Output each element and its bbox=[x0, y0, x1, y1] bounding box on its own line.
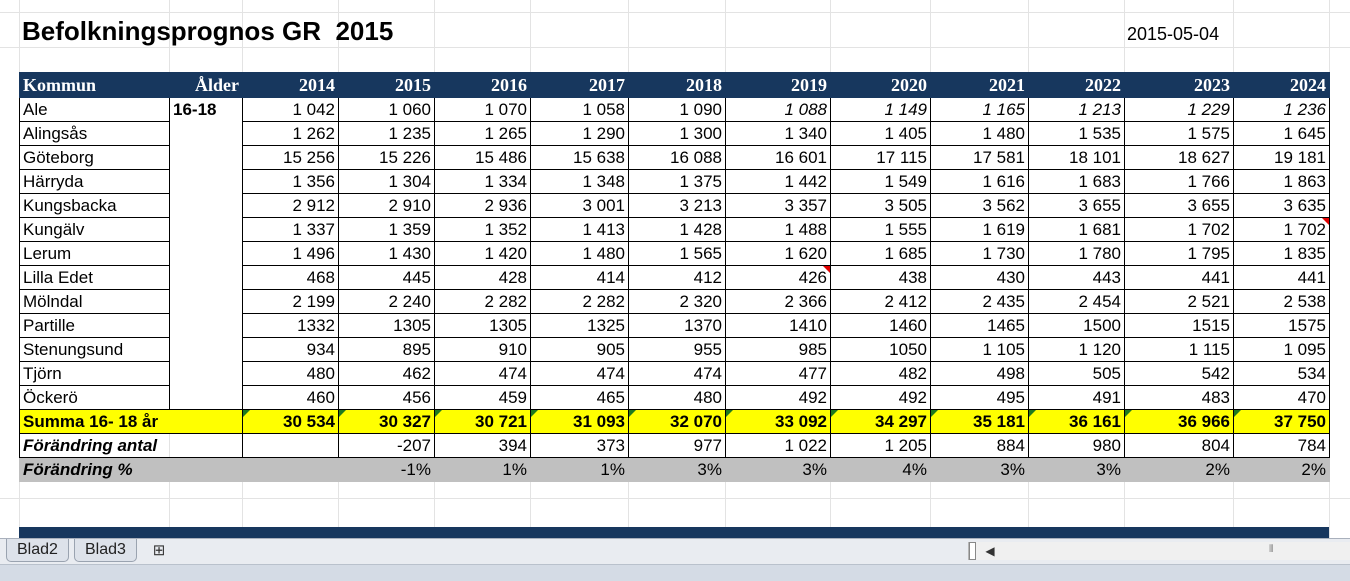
change-count-row bbox=[20, 434, 1330, 458]
value-cell[interactable]: 2 199 bbox=[243, 290, 339, 314]
change-pct-value[interactable]: -1% bbox=[339, 458, 435, 482]
value-cell[interactable]: 1 863 bbox=[1234, 170, 1330, 194]
value-cell[interactable]: 1575 bbox=[1234, 314, 1330, 338]
change-pct-value[interactable]: 3% bbox=[726, 458, 831, 482]
value-cell[interactable]: 1 235 bbox=[339, 122, 435, 146]
sum-value[interactable]: 36 161 bbox=[1029, 410, 1125, 434]
value-cell[interactable]: 1305 bbox=[339, 314, 435, 338]
sum-value[interactable]: 35 181 bbox=[931, 410, 1029, 434]
value-cell[interactable]: 1 265 bbox=[435, 122, 531, 146]
value-cell[interactable]: 15 256 bbox=[243, 146, 339, 170]
value-cell[interactable]: 1 428 bbox=[629, 218, 726, 242]
value-cell[interactable]: 1 795 bbox=[1125, 242, 1234, 266]
value-cell[interactable]: 934 bbox=[243, 338, 339, 362]
change-pct-value[interactable]: 3% bbox=[931, 458, 1029, 482]
value-cell[interactable]: 428 bbox=[435, 266, 531, 290]
value-cell[interactable]: 1 120 bbox=[1029, 338, 1125, 362]
age-cell[interactable] bbox=[170, 194, 243, 218]
value-cell[interactable]: 1 442 bbox=[726, 170, 831, 194]
value-cell[interactable]: 505 bbox=[1029, 362, 1125, 386]
value-cell[interactable]: 985 bbox=[726, 338, 831, 362]
value-cell[interactable]: 895 bbox=[339, 338, 435, 362]
table-row bbox=[20, 362, 1330, 386]
age-cell[interactable] bbox=[170, 242, 243, 266]
value-cell[interactable]: 1 300 bbox=[629, 122, 726, 146]
next-table-header-partial bbox=[19, 527, 1329, 538]
change-count-value[interactable]: 784 bbox=[1234, 434, 1330, 458]
kommun-name[interactable]: Stenungsund bbox=[20, 338, 170, 362]
sum-value[interactable]: 33 092 bbox=[726, 410, 831, 434]
value-cell[interactable]: 1 262 bbox=[243, 122, 339, 146]
scroll-left-arrow-icon[interactable]: ◀ bbox=[985, 544, 995, 558]
value-cell[interactable]: 1 337 bbox=[243, 218, 339, 242]
value-cell[interactable]: 1 480 bbox=[931, 122, 1029, 146]
value-cell[interactable]: 1 685 bbox=[831, 242, 931, 266]
value-cell[interactable]: 1 229 bbox=[1125, 98, 1234, 122]
change-pct-row bbox=[20, 458, 1330, 482]
value-cell[interactable]: 1 352 bbox=[435, 218, 531, 242]
kommun-name[interactable]: Alingsås bbox=[20, 122, 170, 146]
value-cell[interactable]: 1500 bbox=[1029, 314, 1125, 338]
change-count-value[interactable] bbox=[243, 434, 339, 458]
value-cell[interactable]: 3 655 bbox=[1029, 194, 1125, 218]
header-year[interactable]: 2023 bbox=[1125, 73, 1234, 98]
value-cell[interactable]: 3 562 bbox=[931, 194, 1029, 218]
value-cell[interactable]: 498 bbox=[931, 362, 1029, 386]
change-count-value[interactable]: 1 022 bbox=[726, 434, 831, 458]
status-bar bbox=[0, 564, 1350, 581]
table-row bbox=[20, 194, 1330, 218]
value-cell[interactable]: 1305 bbox=[435, 314, 531, 338]
header-kommun[interactable]: Kommun bbox=[20, 73, 170, 98]
change-pct-value[interactable]: 3% bbox=[1029, 458, 1125, 482]
value-cell[interactable]: 16 088 bbox=[629, 146, 726, 170]
sum-value[interactable]: 30 721 bbox=[435, 410, 531, 434]
change-pct-value[interactable]: 1% bbox=[435, 458, 531, 482]
tab-split-handle[interactable] bbox=[969, 542, 976, 560]
value-cell[interactable]: 482 bbox=[831, 362, 931, 386]
sum-value[interactable]: 31 093 bbox=[531, 410, 629, 434]
value-cell[interactable]: 1 115 bbox=[1125, 338, 1234, 362]
value-cell[interactable]: 443 bbox=[1029, 266, 1125, 290]
value-cell[interactable]: 1 058 bbox=[531, 98, 629, 122]
value-cell[interactable]: 1 616 bbox=[931, 170, 1029, 194]
value-cell[interactable]: 480 bbox=[243, 362, 339, 386]
value-cell[interactable]: 1 165 bbox=[931, 98, 1029, 122]
value-cell[interactable]: 1515 bbox=[1125, 314, 1234, 338]
value-cell[interactable]: 474 bbox=[531, 362, 629, 386]
value-cell[interactable]: 1 105 bbox=[931, 338, 1029, 362]
value-cell[interactable]: 1 405 bbox=[831, 122, 931, 146]
value-cell[interactable]: 412 bbox=[629, 266, 726, 290]
value-cell[interactable]: 1332 bbox=[243, 314, 339, 338]
header-year[interactable]: 2016 bbox=[435, 73, 531, 98]
sum-value[interactable]: 30 327 bbox=[339, 410, 435, 434]
value-cell[interactable]: 441 bbox=[1125, 266, 1234, 290]
header-year[interactable]: 2021 bbox=[931, 73, 1029, 98]
kommun-name[interactable]: Härryda bbox=[20, 170, 170, 194]
table-row bbox=[20, 242, 1330, 266]
change-count-value[interactable]: 884 bbox=[931, 434, 1029, 458]
value-cell[interactable]: 1 088 bbox=[726, 98, 831, 122]
table-row bbox=[20, 218, 1330, 242]
value-cell[interactable]: 470 bbox=[1234, 386, 1330, 410]
value-cell[interactable]: 460 bbox=[243, 386, 339, 410]
value-cell[interactable]: 1 375 bbox=[629, 170, 726, 194]
sum-value[interactable]: 36 966 bbox=[1125, 410, 1234, 434]
tab-blad3[interactable]: Blad3 bbox=[74, 539, 137, 562]
value-cell[interactable]: 1 149 bbox=[831, 98, 931, 122]
value-cell[interactable]: 445 bbox=[339, 266, 435, 290]
value-cell[interactable]: 1465 bbox=[931, 314, 1029, 338]
value-cell[interactable]: 15 226 bbox=[339, 146, 435, 170]
value-cell[interactable]: 2 936 bbox=[435, 194, 531, 218]
value-cell[interactable]: 1460 bbox=[831, 314, 931, 338]
table-row bbox=[20, 98, 1330, 122]
change-pct-value[interactable] bbox=[243, 458, 339, 482]
age-cell[interactable] bbox=[170, 266, 243, 290]
kommun-name[interactable]: Lerum bbox=[20, 242, 170, 266]
population-forecast-table[interactable] bbox=[19, 72, 1330, 482]
value-cell[interactable]: 3 213 bbox=[629, 194, 726, 218]
header-year[interactable]: 2024 bbox=[1234, 73, 1330, 98]
table-row bbox=[20, 146, 1330, 170]
change-count-value[interactable]: -207 bbox=[339, 434, 435, 458]
table-row bbox=[20, 170, 1330, 194]
kommun-name[interactable]: Ale bbox=[20, 98, 170, 122]
insert-sheet-icon[interactable]: ⊞ bbox=[152, 542, 166, 559]
value-cell[interactable]: 3 655 bbox=[1125, 194, 1234, 218]
value-cell[interactable]: 474 bbox=[629, 362, 726, 386]
value-cell[interactable]: 1370 bbox=[629, 314, 726, 338]
value-cell[interactable]: 1 575 bbox=[1125, 122, 1234, 146]
value-cell[interactable]: 18 101 bbox=[1029, 146, 1125, 170]
header-year[interactable]: 2018 bbox=[629, 73, 726, 98]
change-count-value[interactable]: 977 bbox=[629, 434, 726, 458]
value-cell[interactable]: 1 290 bbox=[531, 122, 629, 146]
value-cell[interactable]: 1 549 bbox=[831, 170, 931, 194]
value-cell[interactable]: 18 627 bbox=[1125, 146, 1234, 170]
table-row bbox=[20, 338, 1330, 362]
header-year[interactable]: 2017 bbox=[531, 73, 629, 98]
value-cell[interactable]: 1325 bbox=[531, 314, 629, 338]
value-cell[interactable]: 2 435 bbox=[931, 290, 1029, 314]
table-row bbox=[20, 314, 1330, 338]
kommun-name[interactable]: Lilla Edet bbox=[20, 266, 170, 290]
value-cell[interactable]: 910 bbox=[435, 338, 531, 362]
value-cell[interactable]: 1 430 bbox=[339, 242, 435, 266]
value-cell[interactable]: 955 bbox=[629, 338, 726, 362]
sum-value[interactable]: 37 750 bbox=[1234, 410, 1330, 434]
table-row bbox=[20, 266, 1330, 290]
value-cell[interactable]: 19 181 bbox=[1234, 146, 1330, 170]
change-pct-value[interactable]: 4% bbox=[831, 458, 931, 482]
value-cell[interactable]: 1 213 bbox=[1029, 98, 1125, 122]
value-cell[interactable]: 474 bbox=[435, 362, 531, 386]
value-cell[interactable]: 1 095 bbox=[1234, 338, 1330, 362]
value-cell[interactable]: 492 bbox=[831, 386, 931, 410]
value-cell[interactable]: 1 304 bbox=[339, 170, 435, 194]
value-cell[interactable]: 15 486 bbox=[435, 146, 531, 170]
kommun-name[interactable]: Mölndal bbox=[20, 290, 170, 314]
value-cell[interactable]: 2 240 bbox=[339, 290, 435, 314]
change-count-label[interactable]: Förändring antal bbox=[20, 434, 243, 458]
age-cell[interactable] bbox=[170, 170, 243, 194]
value-cell[interactable]: 438 bbox=[831, 266, 931, 290]
table-row bbox=[20, 122, 1330, 146]
kommun-name[interactable]: Tjörn bbox=[20, 362, 170, 386]
value-cell[interactable]: 468 bbox=[243, 266, 339, 290]
value-cell[interactable]: 2 366 bbox=[726, 290, 831, 314]
report-date: 2015-05-04 bbox=[1127, 24, 1220, 44]
value-cell[interactable]: 1 702 bbox=[1125, 218, 1234, 242]
header-year[interactable]: 2014 bbox=[243, 73, 339, 98]
value-cell[interactable]: 1 766 bbox=[1125, 170, 1234, 194]
value-cell[interactable]: 1 413 bbox=[531, 218, 629, 242]
value-cell[interactable]: 465 bbox=[531, 386, 629, 410]
change-pct-value[interactable]: 2% bbox=[1125, 458, 1234, 482]
age-cell[interactable] bbox=[170, 314, 243, 338]
value-cell[interactable]: 1050 bbox=[831, 338, 931, 362]
value-cell[interactable]: 483 bbox=[1125, 386, 1234, 410]
sum-value[interactable]: 34 297 bbox=[831, 410, 931, 434]
header-year[interactable]: 2015 bbox=[339, 73, 435, 98]
value-cell[interactable]: 3 001 bbox=[531, 194, 629, 218]
value-cell[interactable]: 1 496 bbox=[243, 242, 339, 266]
value-cell[interactable]: 1 681 bbox=[1029, 218, 1125, 242]
value-cell[interactable]: 459 bbox=[435, 386, 531, 410]
value-cell[interactable]: 491 bbox=[1029, 386, 1125, 410]
value-cell[interactable]: 426 bbox=[726, 266, 831, 290]
value-cell[interactable]: 441 bbox=[1234, 266, 1330, 290]
value-cell[interactable]: 1 780 bbox=[1029, 242, 1125, 266]
value-cell[interactable]: 2 912 bbox=[243, 194, 339, 218]
value-cell[interactable]: 1 356 bbox=[243, 170, 339, 194]
horizontal-scrollbar[interactable] bbox=[968, 542, 1350, 560]
value-cell[interactable]: 1 060 bbox=[339, 98, 435, 122]
value-cell[interactable]: 430 bbox=[931, 266, 1029, 290]
value-cell[interactable]: 3 357 bbox=[726, 194, 831, 218]
value-cell[interactable]: 1 535 bbox=[1029, 122, 1125, 146]
header-year[interactable]: 2020 bbox=[831, 73, 931, 98]
scroll-grip-icon[interactable]: ⦀ bbox=[1269, 544, 1274, 555]
tab-blad2[interactable]: Blad2 bbox=[6, 539, 69, 562]
sheet-title: Befolkningsprognos GR 2015 bbox=[22, 16, 394, 46]
value-cell[interactable]: 15 638 bbox=[531, 146, 629, 170]
value-cell[interactable]: 462 bbox=[339, 362, 435, 386]
table-row bbox=[20, 290, 1330, 314]
change-pct-value[interactable]: 2% bbox=[1234, 458, 1330, 482]
value-cell[interactable]: 480 bbox=[629, 386, 726, 410]
sheet-tab-bar bbox=[0, 538, 1350, 565]
value-cell[interactable]: 477 bbox=[726, 362, 831, 386]
value-cell[interactable]: 495 bbox=[931, 386, 1029, 410]
value-cell[interactable]: 1 645 bbox=[1234, 122, 1330, 146]
value-cell[interactable]: 1 334 bbox=[435, 170, 531, 194]
kommun-name[interactable]: Kungälv bbox=[20, 218, 170, 242]
value-cell[interactable]: 2 454 bbox=[1029, 290, 1125, 314]
value-cell[interactable]: 2 320 bbox=[629, 290, 726, 314]
kommun-name[interactable]: Partille bbox=[20, 314, 170, 338]
age-cell[interactable] bbox=[170, 290, 243, 314]
value-cell[interactable]: 1 488 bbox=[726, 218, 831, 242]
age-cell[interactable] bbox=[170, 146, 243, 170]
value-cell[interactable]: 2 910 bbox=[339, 194, 435, 218]
age-cell[interactable] bbox=[170, 218, 243, 242]
sum-value[interactable]: 32 070 bbox=[629, 410, 726, 434]
value-cell[interactable]: 534 bbox=[1234, 362, 1330, 386]
value-cell[interactable]: 1 730 bbox=[931, 242, 1029, 266]
value-cell[interactable]: 1 042 bbox=[243, 98, 339, 122]
value-cell[interactable]: 1 555 bbox=[831, 218, 931, 242]
value-cell[interactable]: 1 835 bbox=[1234, 242, 1330, 266]
value-cell[interactable]: 17 115 bbox=[831, 146, 931, 170]
age-cell[interactable] bbox=[170, 362, 243, 386]
value-cell[interactable]: 1 565 bbox=[629, 242, 726, 266]
change-count-value[interactable]: 373 bbox=[531, 434, 629, 458]
value-cell[interactable]: 17 581 bbox=[931, 146, 1029, 170]
value-cell[interactable]: 905 bbox=[531, 338, 629, 362]
sum-row bbox=[20, 410, 1330, 434]
change-pct-label[interactable]: Förändring % bbox=[20, 458, 243, 482]
header-row bbox=[20, 73, 1330, 98]
value-cell[interactable]: 3 635 bbox=[1234, 194, 1330, 218]
value-cell[interactable]: 2 282 bbox=[435, 290, 531, 314]
header-year[interactable]: 2019 bbox=[726, 73, 831, 98]
value-cell[interactable]: 414 bbox=[531, 266, 629, 290]
value-cell[interactable]: 1 702 bbox=[1234, 218, 1330, 242]
sum-label[interactable]: Summa 16- 18 år bbox=[20, 410, 243, 434]
value-cell[interactable]: 1 348 bbox=[531, 170, 629, 194]
header-alder[interactable]: Ålder bbox=[170, 73, 243, 98]
change-count-value[interactable]: 1 205 bbox=[831, 434, 931, 458]
change-pct-value[interactable]: 3% bbox=[629, 458, 726, 482]
value-cell[interactable]: 1 620 bbox=[726, 242, 831, 266]
value-cell[interactable]: 2 538 bbox=[1234, 290, 1330, 314]
value-cell[interactable]: 16 601 bbox=[726, 146, 831, 170]
change-count-value[interactable]: 980 bbox=[1029, 434, 1125, 458]
kommun-name[interactable]: Öckerö bbox=[20, 386, 170, 410]
age-cell[interactable] bbox=[170, 386, 243, 410]
value-cell[interactable]: 2 521 bbox=[1125, 290, 1234, 314]
change-pct-value[interactable]: 1% bbox=[531, 458, 629, 482]
value-cell[interactable]: 1 340 bbox=[726, 122, 831, 146]
change-count-value[interactable]: 804 bbox=[1125, 434, 1234, 458]
value-cell[interactable]: 492 bbox=[726, 386, 831, 410]
age-group[interactable]: 16-18 bbox=[170, 98, 243, 122]
value-cell[interactable]: 1 070 bbox=[435, 98, 531, 122]
kommun-name[interactable]: Kungsbacka bbox=[20, 194, 170, 218]
value-cell[interactable]: 1 480 bbox=[531, 242, 629, 266]
value-cell[interactable]: 2 282 bbox=[531, 290, 629, 314]
value-cell[interactable]: 1 359 bbox=[339, 218, 435, 242]
change-count-value[interactable]: 394 bbox=[435, 434, 531, 458]
value-cell[interactable]: 1 090 bbox=[629, 98, 726, 122]
table-row bbox=[20, 386, 1330, 410]
value-cell[interactable]: 456 bbox=[339, 386, 435, 410]
kommun-name[interactable]: Göteborg bbox=[20, 146, 170, 170]
value-cell[interactable]: 2 412 bbox=[831, 290, 931, 314]
value-cell[interactable]: 1 619 bbox=[931, 218, 1029, 242]
sum-value[interactable]: 30 534 bbox=[243, 410, 339, 434]
age-cell[interactable] bbox=[170, 122, 243, 146]
value-cell[interactable]: 3 505 bbox=[831, 194, 931, 218]
value-cell[interactable]: 542 bbox=[1125, 362, 1234, 386]
value-cell[interactable]: 1 236 bbox=[1234, 98, 1330, 122]
value-cell[interactable]: 1410 bbox=[726, 314, 831, 338]
value-cell[interactable]: 1 683 bbox=[1029, 170, 1125, 194]
value-cell[interactable]: 1 420 bbox=[435, 242, 531, 266]
age-cell[interactable] bbox=[170, 338, 243, 362]
header-year[interactable]: 2022 bbox=[1029, 73, 1125, 98]
